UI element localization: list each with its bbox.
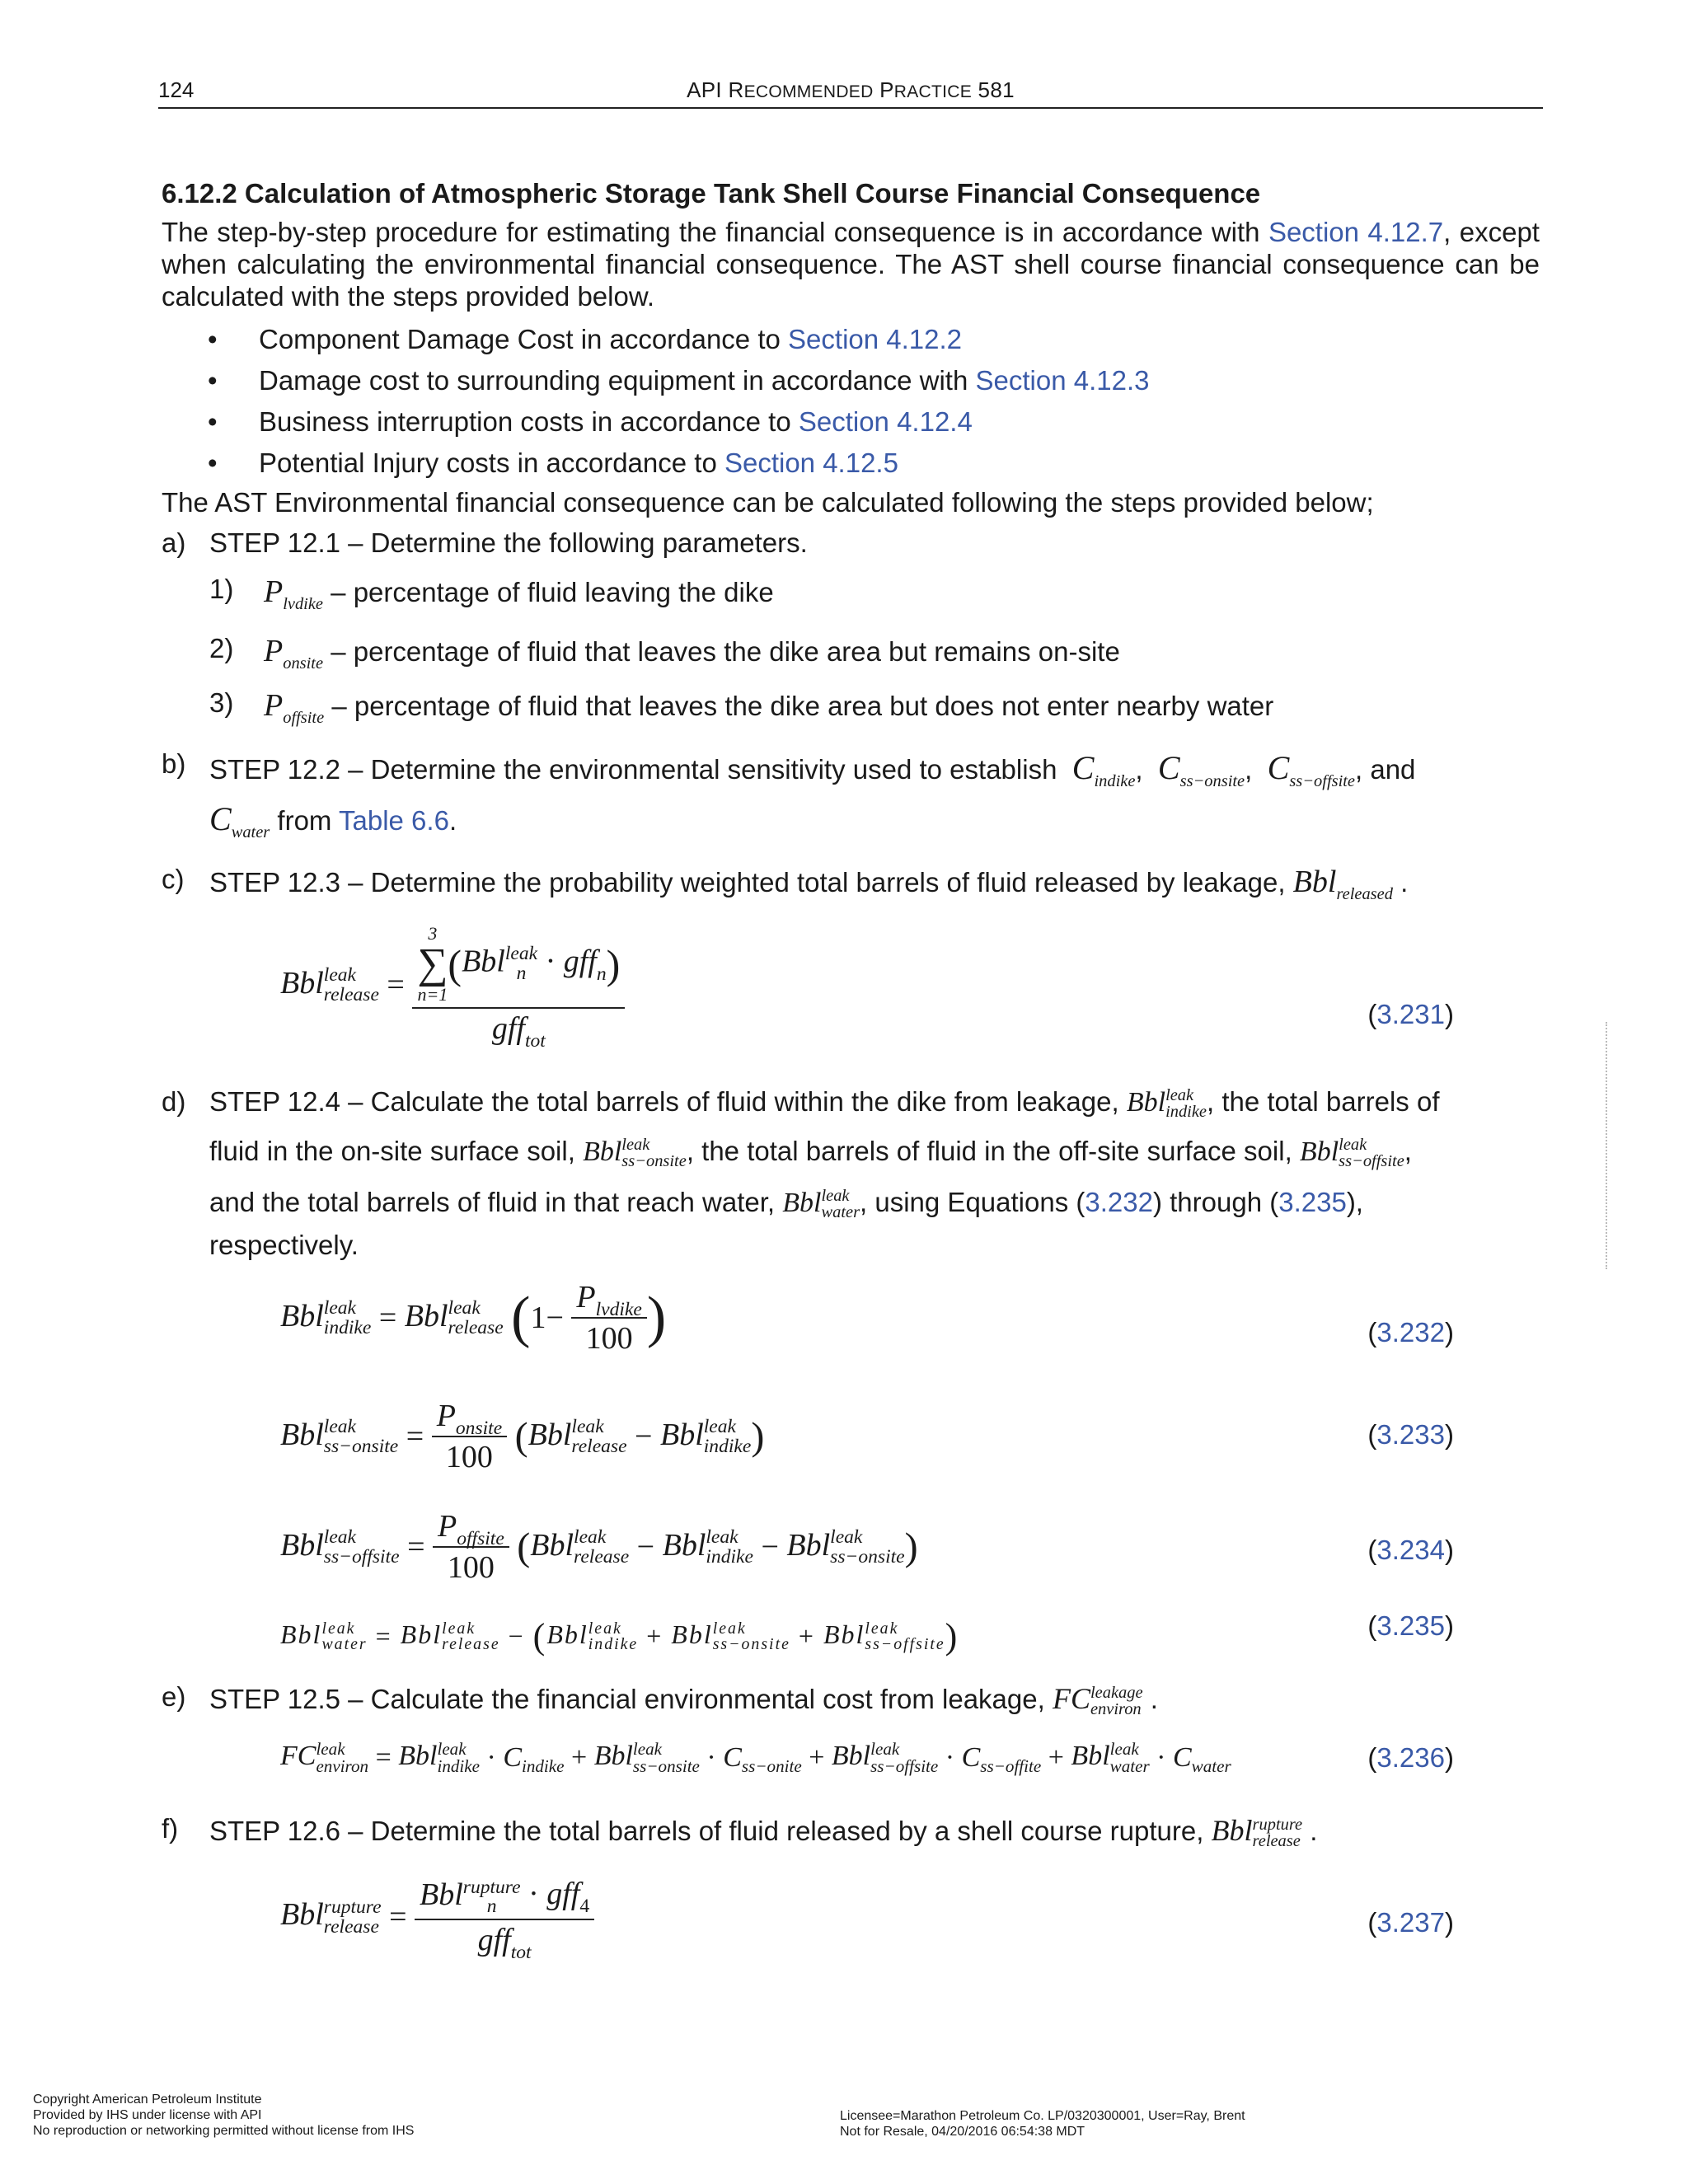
equation-number: (3.232) <box>1367 1317 1454 1347</box>
equation-number: (3.231) <box>1367 999 1454 1029</box>
section-link[interactable]: Section 4.12.5 <box>724 448 898 478</box>
equation-3-233: Bbl leak ss−onsite = $\frac{P_{onsite}}{100}$ (Bbl leak release − Bbl leak indike ) <box>280 1399 765 1474</box>
running-title: API RECOMMENDED PRACTICE 581 <box>687 77 1015 102</box>
equation-3-234: Bbl leak ss−offsite = $\frac{P_{offsite}}{100}$ (Bbl leak release − Bbl leak indike − Bbl leak ss−onsite ) <box>280 1509 918 1585</box>
page-header <box>158 77 1543 109</box>
section-link[interactable]: Section 4.12.4 <box>798 406 973 437</box>
section-heading: 6.12.2 Calculation of Atmospheric Storage Tank Shell Course Financial Consequence <box>162 178 1261 209</box>
intro-paragraph: The step-by-step procedure for estimating the financial consequence is in accordance with Section 4.12.7, except when calculating the environmental financial consequence. The AST shell course financial consequence can be calculated with the steps provided below. <box>162 217 1540 312</box>
section-link[interactable]: Section 4.12.2 <box>788 324 963 354</box>
equation-number: (3.233) <box>1367 1419 1454 1450</box>
equation-3-237: Bbl rupture release = Bbl rupture n · gff$_4$ gff$_{tot}$ <box>280 1876 594 1958</box>
environment-intro: The AST Environmental financial consequence can be calculated following the steps provided below; <box>162 487 1374 518</box>
table-link[interactable]: Table 6.6 <box>339 805 449 836</box>
equation-number: (3.234) <box>1367 1535 1454 1565</box>
section-link[interactable]: Section 4.12.3 <box>975 365 1150 396</box>
equation-3-235: Bbl leak water = Bbl leak release − (Bbl leak indike + Bbl leak ss−onsite + Bbl leak ss−offsite ) <box>280 1616 959 1657</box>
equation-number: (3.235) <box>1367 1610 1454 1641</box>
document-page: 124 API RECOMMENDED PRACTICE 581 6.12.2 Calculation of Atmospheric Storage Tank Shell Course Financial Consequence The step-by-step procedure for estimating the financial consequence is in accordance with Section 4.12.7, except when calculating the environmental financial consequence. The AST shell course financial consequence can be calculated with the steps provided below. • Component Damage Cost in accordance to Section 4.12.2 • Damage cost to surrounding equipment in accordance with Section 4.12.3 • Business interruption costs in accordance to Section 4.12.4 • Potential Injury costs in accordance to Section 4.12.5 The AST Environmental financial consequence can be calculated following the steps provided below; a) STEP 12.1 – Determine the following parameters. 1) $P_{lvdike}$ – percentage of fluid leaving the dike 2) $P_{onsite}$ – percentage of fluid that leaves the dike area but remains on-site 3) $P_{offsite}$ – percentage of fluid that leaves the dike area but does not enter nearby water b) STEP 12.2 – Determine the environmental sensitivity used to establish $C_{indike}$, $C_{ss-onsite}$, $C_{ss-offsite}$, and $C_{water}$ from Table 6.6. c) STEP 12.3 – Determine the probability weighted total barrels of fluid released by leakage, Bbl$_{released}$ . Bbl leak release = 3 ∑ n=1 (Bbl leak n · gff$_n$) gff$_{tot}$ (3.231) d) STEP 12.4 – Calculate the total barrels of fluid within the dike from leakage, Bbl leak indike , the total barrels of fluid in the on-site surface soil, Bbl leak ss−onsite , the total barrels of fluid in the off-site surface soil, Bbl leak ss−offsite , and the total barrels of fluid in that reach water, Bbl leak water , using Equations (3.232) through (3.235), respectively. Bbl leak indike = Bbl leak release (1− $\frac{P_{lvdike}}{100}$ ) (3.232) Bbl leak ss−onsite = $\frac{P_{onsite}}{100}$ (Bbl leak release − Bbl leak indike ) (3.233) Bbl leak ss−offsite = $\frac{P_{offsite}}{100}$ (Bbl leak release − Bbl leak indike − Bbl leak ss−onsite ) (3.234) Bbl leak water = Bbl leak release − (Bbl leak indike + Bbl leak ss−onsite + Bbl leak ss−offsite ) (3.235) e) STEP 12.5 – Calculate the financial environmental cost from leakage, FC leakage environ . FC leak environ = Bbl leak indike · $C_{indike}$ + Bbl leak ss−onsite · $C_{ss-onite}$ + Bbl leak ss−offsite · $C_{ss-offite}$ + Bbl leak water · $C_{water}$ (3.236) f) STEP 12.6 – Determine the total barrels of fluid released by a shell course rupture, Bbl rupture release . Bbl rupture release = Bbl rupture n · gff$_4$ gff$_{tot}$ (3.237) Copyright American Petroleum Institute Provided by IHS under license with API No reproduction or networking permitted without license from IHS Licensee=Marathon Petroleum Co. LP/0320300001, User=Ray, Brent Not for Resale, 04/20/2016 06:54:38 MDT <box>0 0 1688 2184</box>
equation-number: (3.237) <box>1367 1907 1454 1938</box>
section-link[interactable]: Section 4.12.7 <box>1268 217 1444 247</box>
equation-3-232: Bbl leak indike = Bbl leak release (1− $\frac{P_{lvdike}}{100}$ ) <box>280 1280 667 1356</box>
footer-copyright: Copyright American Petroleum Institute Provided by IHS under license with API No reproduction or networking permitted without license from IHS <box>33 2093 415 2138</box>
page-number: 124 <box>158 77 195 102</box>
margin-mark <box>1606 1022 1612 1269</box>
footer-license: Licensee=Marathon Petroleum Co. LP/0320300001, User=Ray, Brent Not for Resale, 04/20/2016 06:54:38 MDT <box>840 2109 1245 2139</box>
equation-number: (3.236) <box>1367 1742 1454 1773</box>
equation-3-231: Bbl leak release = 3 ∑ n=1 (Bbl leak n · gff$_n$) gff$_{tot}$ <box>280 923 625 1047</box>
equation-3-236: FC leak environ = Bbl leak indike · $C_{indike}$ + Bbl leak ss−onsite · $C_{ss-onite}$ + Bbl leak ss−offsite · $C_{ss-offite}$ + Bbl leak water · $C_{water}$ <box>280 1739 1231 1777</box>
